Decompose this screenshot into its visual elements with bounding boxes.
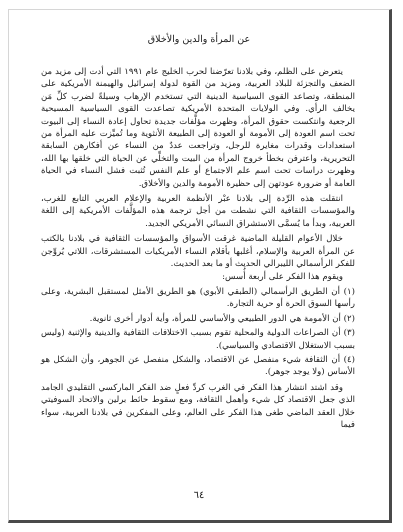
running-head: عن المرأة والدين والأخلاق	[147, 34, 251, 45]
list-item: (٣) أن الصراعات الدولية والمحلية تقوم بسبب الاختلافات الثقافية والدينية والإثنية (وليس بسبب الاستغلال الاقتصادي والسياسي).	[41, 328, 355, 351]
list-item: (١) أن الطريق الرأسمالي (الطبقي الأبوي) هو الطريق الأمثل لمستقبل البشرية، وعلى رأسها السوق الحرة أو حرية التجارة.	[41, 286, 355, 310]
list-item: (٤) أن الثقافة شيء منفصل عن الاقتصاد، والشكل منفصل عن الجوهر، وأن الشكل هو الأساس (ولا يوجد جوهر).	[41, 354, 355, 378]
body-text	[41, 66, 355, 431]
book-page	[8, 9, 392, 523]
foundations-list	[41, 286, 355, 379]
page-number: ٦٤	[193, 490, 205, 501]
paragraph: انتقلت هذه الرِّدة إلى بلادنا عبْر الأنظمة العربية والإعلام العربي التابع للغرب، والمؤسسات الثقافية التي نشطت من أجل ترجمة هذه المؤلَّفات الأمريكية إلى اللغة العربية، وبدأ ما يُسمَّى الاستشراق النسائي الأمريكي الجديد.	[41, 194, 355, 229]
paragraph: وقد اشتد انتشار هذا الفكر في الغرب كردِّ فعلٍ ضد الفكر الماركسي التقليدي الجامد الذي جعل الاقتصاد كل شيء وأهمل الثقافة، ومع سقوط حائط برلين والاتحاد السوفيتي خلال العقد الماضي طغى هذا الفكر على العالم، وعلى المفكرين في بلادنا العربية، سواء فيما	[41, 382, 355, 430]
list-item: (٢) أن الأمومة هي الدور الطبيعي والأساسي للمرأة، وأية أدوار أخرى ثانوية.	[89, 313, 355, 324]
paragraph: ويقوم هذا الفكر على أربعة أُسس:	[222, 271, 343, 282]
paragraph: يتعرض على الظلم، وفي بلادنا تعرّضنا لحرب الخليج عام ١٩٩١ التي أدت إلى مزيد من الضعف والتجزئة للبلاد العربية، ومزيد من القوة لدولة إسرائيل والهيمنة الأمريكية على المنطقة، وتصاعد القوى السياسية الدينية التي تستخدم الإرهاب وسيلةً لضرب كلِّ مَن يخالف الرأي. وفي الولايات المتحدة الأمريكية تصاعدت القوى السياسية المسيحية الرجعية وانتكست حقوق المرأة، وظهرت مؤلَّفات جديدة تحاول إعادة النساء إلى البيوت تحت اسم العودة إلى الأمومة أو العودة إلى الطبيعة الأنثوية وما تُميِّزت عليه المرأة من استعدادات وقدرات مغايرة للرجل، وتراجعت عددٌ من النساء عن أفكارهن السابقة التحريرية، واعترفن بخطأ خروج المرأة من البيت والتخلِّي عن الحياة التي خلقها بها الله، وظهرت دراسات تحت اسم علم الاجتماع أو علم النفس تُثبت فشل النساء في الحياة العامة أو ضرورة عودتهن إلى حظيرة الأمومة والدين والأخلاق.	[41, 67, 355, 189]
paragraph: خلال الأعوام القليلة الماضية غرقت الأسواق والمؤسسات الثقافية في بلادنا بالكتب عن المرأة العربية والإسلام، أغلبها بأقلام النساء الأمريكيات المستشرقات، اللاتي يُروِّجن للفكر الرأسمالي الليبرالي الحديث أو ما بعد الحديث.	[41, 234, 355, 270]
